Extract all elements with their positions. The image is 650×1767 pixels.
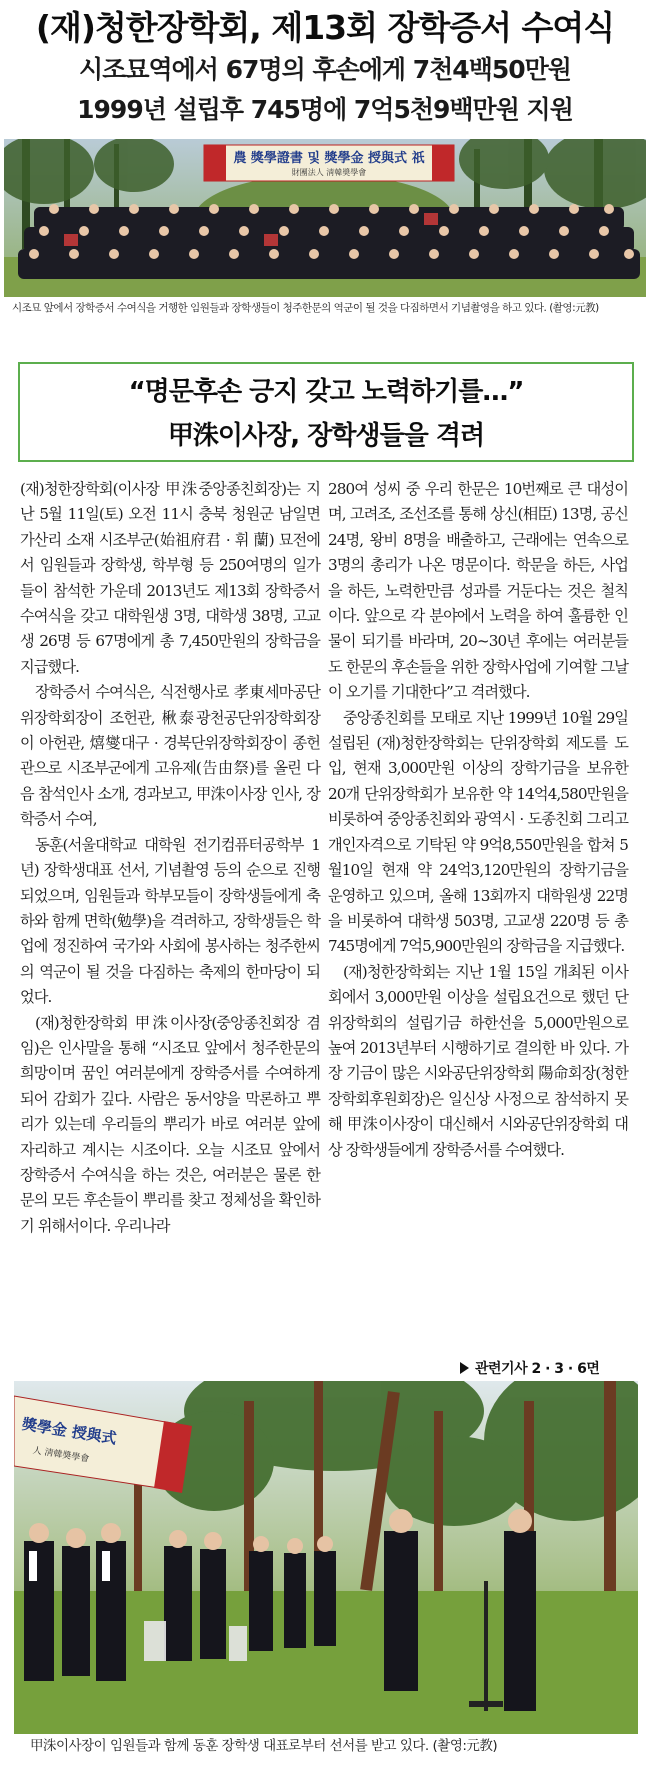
article-column-right bbox=[328, 477, 628, 1163]
article-paragraph: 280여 성씨 중 우리 한문은 10번째로 큰 대성이며, 고려조, 조선조를 통해 상신(相臣) 13명, 공신 24명, 왕비 8명을 배출하고, 근래에는 연속으로 3명의 총리가 나온 명문이다. 학문을 하든, 사업을 하든, 노력한만큼 성과를 거둔다는 것은 철칙이다. 앞으로 각 분야에서 노력을 하여 훌륭한 인물이 되기를 바라며, 20~30년 후에는 여러분들도 한문의 후손들을 위한 장학사업에 기여할 그날이 오기를 기대한다”고 격려했다. bbox=[328, 480, 628, 702]
group-photo-caption: 시조묘 앞에서 장학증서 수여식을 거행한 임원들과 장학생들이 청주한문의 역군이 될 것을 다짐하면서 기념촬영을 하고 있다. (촬영:元教) bbox=[12, 302, 599, 314]
headline-title: (재)청한장학회, 제13회 장학증서 수여식 bbox=[35, 8, 615, 47]
article-paragraph: 동훈(서울대학교 대학원 전기컴퓨터공학부 1년) 장학생대표 선서, 기념촬영 등의 순으로 진행되었으며, 임원들과 학부모들이 장학생들에게 축하와 함께 면학(勉學)을 격려하고, 장학생들은 학업에 정진하여 국가와 사회에 봉사하는 청주한씨의 역군이 될 것을 다짐하는 축제의 한마당이 되었다. bbox=[20, 835, 320, 1007]
headline-block bbox=[0, 6, 650, 130]
quote-line-1: “명문후손 긍지 갖고 노력하기를…” bbox=[128, 377, 524, 407]
article-paragraph: (재)청한장학회(이사장 甲洙중앙종친회장)는 지난 5월 11일(토) 오전 11시 충북 청원군 남일면 가산리 소재 시조부군(始祖府君 · 휘 蘭) 묘전에서 임원들과 장학생, 학부형 등 250여명의 일가들이 참석한 가운데 2013년도 제13회 장학증서 수여식을 갖고 대학원생 3명, 대학생 38명, 고교생 26명 등 67명에게 총 7,450만원의 장학금을 지급했다. bbox=[20, 480, 320, 676]
ceremony-banner-text: 獎學金 授與式 bbox=[20, 1414, 118, 1448]
quote-box bbox=[18, 362, 634, 462]
banner-subtext: 財團法人 淸韓奬學會 bbox=[291, 168, 367, 177]
group-photo bbox=[4, 139, 646, 297]
related-articles-label: 관련기사 2 · 3 · 6면 bbox=[475, 1361, 600, 1377]
headline-subtitle-2: 1999년 설립후 745명에 7억5천9백만원 지원 bbox=[77, 95, 573, 124]
headline-subtitle-1: 시조묘역에서 67명의 후손에게 7천4백50만원 bbox=[79, 55, 571, 84]
banner-text: 農 獎學證書 및 獎學金 授與式 祇 bbox=[233, 151, 425, 166]
related-articles-link[interactable] bbox=[460, 1358, 599, 1378]
article-paragraph: (재)청한장학회는 지난 1월 15일 개최된 이사회에서 3,000만원 이상을 설립요건으로 했던 단위장학회의 설립기금 하한선을 5,000만원으로 높여 2013년부터 시행하기로 결의한 바 있다. 가장 기금이 많은 시와공단위장학회 陽命회장(청한장학회후원회장)은 일신상 사정으로 참석하지 못해 甲洙이사장이 대신해서 시와공단위장학회 대상 장학생들에게 장학증서를 수여했다. bbox=[328, 962, 628, 1159]
ceremony-photo-caption: 甲洙이사장이 임원들과 함께 동훈 장학생 대표로부터 선서를 받고 있다. (촬영:元教) bbox=[30, 1738, 498, 1754]
ceremony-banner-subtext: 人 淸韓奬學會 bbox=[31, 1445, 90, 1465]
article-paragraph: 중앙종친회를 모태로 지난 1999년 10월 29일 설립된 (재)청한장학회는 단위장학회 제도를 도입, 현재 3,000만원 이상의 장학기금을 보유한 20개 단위장학회가 보유한 약 14억4,580만원을 비롯하여 중앙종친회와 광역시 · 도종친회 그리고 개인자격으로 기탁된 약 9억8,550만원을 합쳐 5월10일 현재 약 24억3,120만원의 장학기금을 운영하고 있으며, 올해 13회까지 대학원생 22명을 비롯하여 대학생 503명, 고교생 220명 등 총 745명에게 7억5,900만원의 장학금을 지급했다. bbox=[328, 708, 628, 956]
article-paragraph: 장학증서 수여식은, 식전행사로 孝東세마공단위장학회장이 조헌관, 楸泰광천공단위장학회장이 아헌관, 熺燮대구 · 경북단위장학회장이 종헌관으로 시조부군에게 고유제(告由祭)를 올린 다음 참석인사 소개, 경과보고, 甲洙이사장 인사, 장학증서 수여, bbox=[20, 683, 320, 829]
article-column-left bbox=[20, 477, 320, 1239]
ceremony-photo bbox=[14, 1381, 638, 1734]
quote-line-2: 甲洙이사장, 장학생들을 격려 bbox=[167, 421, 485, 451]
article-paragraph: (재)청한장학회 甲洙이사장(중앙종친회장 겸임)은 인사말을 통해 “시조묘 앞에서 청주한문의 희망이며 꿈인 여러분에게 장학증서를 수여하게 되어 감회가 깊다. 사람은 동서양을 막론하고 뿌리가 있는데 우리들의 뿌리가 바로 여러분 앞에 자리하고 계시는 시조이다. 오늘 시조묘 앞에서 장학증서 수여식을 하는 것은, 여러분은 물론 한문의 모든 후손들이 뿌리를 찾고 정체성을 확인하기 위해서이다. 우리나라 bbox=[20, 1013, 320, 1235]
triangle-right-icon bbox=[460, 1362, 469, 1374]
